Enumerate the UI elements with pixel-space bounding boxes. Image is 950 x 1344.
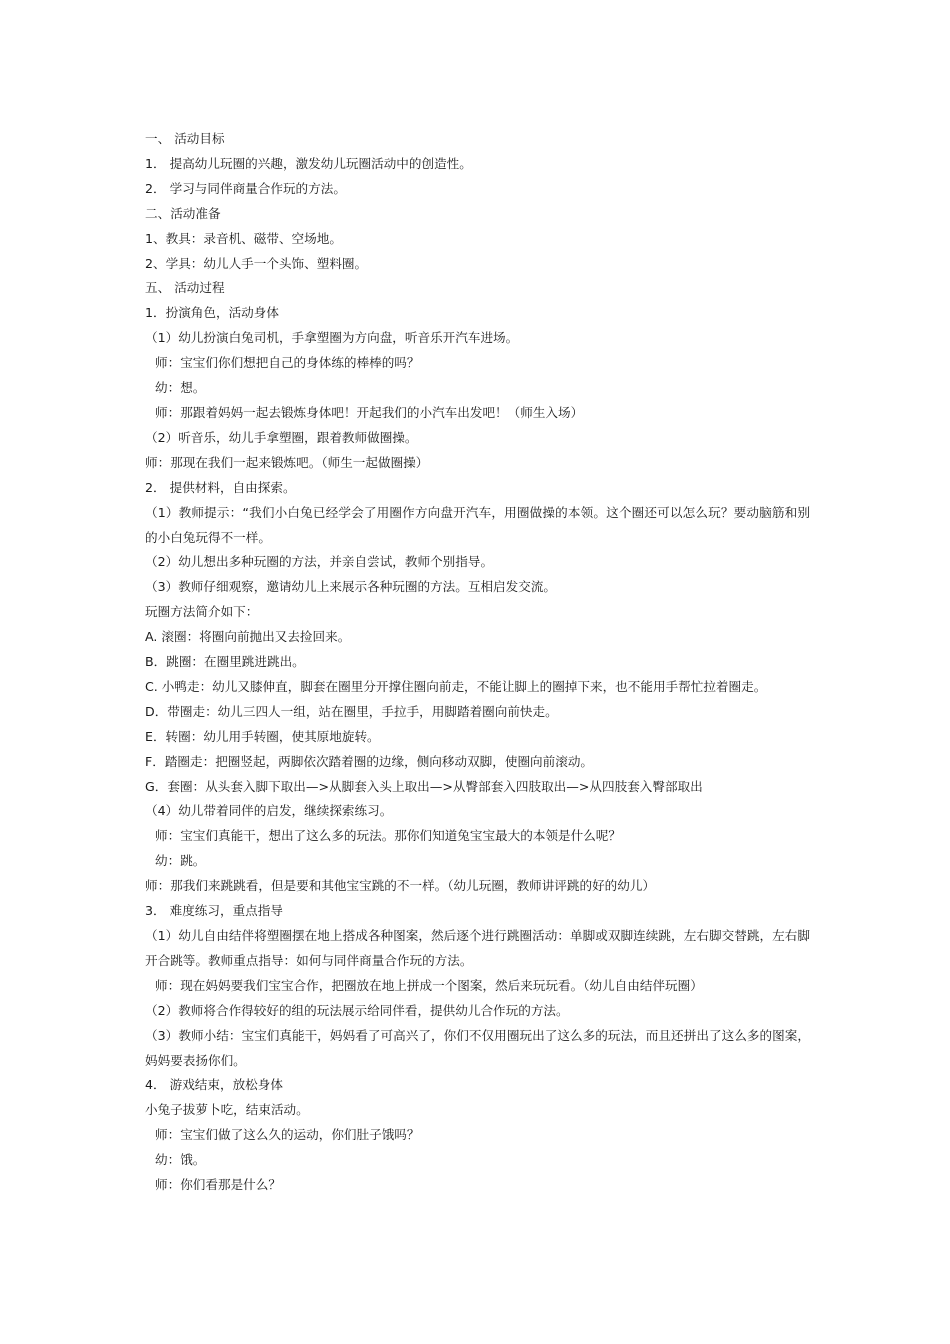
- paragraph-line: （1）教师提示：“我们小白兔已经学会了用圈作方向盘开汽车，用圈做操的本领。这个圈还可以怎么玩？要动脑筋和别的小白兔玩得不一样。: [145, 504, 810, 545]
- paragraph-line: 2、学具：幼儿人手一个头饰、塑料圈。: [145, 255, 368, 271]
- paragraph-line: 幼：跳。: [155, 853, 206, 869]
- paragraph-line: 一、 活动目标: [145, 131, 225, 146]
- paragraph-line: C. 小鸭走：幼儿又膝伸直，脚套在圈里分开撑住圈向前走，不能让脚上的圈掉下来，也不能用手帮忙拉着圈走。: [145, 678, 767, 694]
- paragraph-line: （1）幼儿自由结伴将塑圈摆在地上搭成各种图案，然后逐个进行跳圈活动：单脚或双脚连续跳，左右脚交替跳，左右脚开合跳等。教师重点指导：如何与同伴商量合作玩的方法。: [145, 928, 810, 968]
- paragraph-line: 师：宝宝们你们想把自己的身体练的棒棒的吗？: [155, 355, 420, 371]
- paragraph-line: 师：那跟着妈妈一起去锻炼身体吧！开起我们的小汽车出发吧！（师生入场）: [155, 404, 584, 420]
- paragraph-line: （1）幼儿扮演白兔司机，手拿塑圈为方向盘，听音乐开汽车进场。: [145, 330, 519, 346]
- paragraph-line: （3）教师仔细观察，邀请幼儿上来展示各种玩圈的方法。互相启发交流。: [145, 579, 557, 595]
- document-body: [145, 127, 810, 1198]
- paragraph-line: 师：宝宝们真能干，想出了这么多的玩法。那你们知道兔宝宝最大的本领是什么呢？: [155, 828, 621, 844]
- paragraph-line: B．跳圈：在圈里跳进跳出。: [145, 654, 305, 670]
- paragraph-line: （3）教师小结：宝宝们真能干，妈妈看了可高兴了，你们不仅用圈玩出了这么多的玩法，而且还拼出了这么多的图案，妈妈要表扬你们。: [145, 1027, 810, 1068]
- paragraph-line: E．转圈：幼儿用手转圈，使其原地旋转。: [145, 728, 380, 744]
- paragraph-line: 幼：饿。: [155, 1152, 206, 1168]
- paragraph-line: 2． 提供材料，自由探索。: [145, 479, 296, 495]
- paragraph-line: （2）教师将合作得较好的组的玩法展示给同伴看，提供幼儿合作玩的方法。: [145, 1002, 569, 1018]
- paragraph-line: A. 滚圈：将圈向前抛出又去捡回来。: [145, 629, 351, 645]
- paragraph-line: （2）听音乐，幼儿手拿塑圈，跟着教师做圈操。: [145, 429, 418, 445]
- paragraph-line: F．踏圈走：把圈竖起，两脚依次踏着圈的边缘，侧向移动双脚，使圈向前滚动。: [145, 753, 594, 769]
- paragraph-line: 4． 游戏结束，放松身体: [145, 1077, 283, 1093]
- paragraph-line: 玩圈方法简介如下：: [145, 604, 259, 620]
- paragraph-line: 1． 提高幼儿玩圈的兴趣，激发幼儿玩圈活动中的创造性。: [145, 155, 472, 171]
- paragraph-line: 1、教具：录音机、磁带、空场地。: [145, 230, 342, 246]
- paragraph-line: 1．扮演角色，活动身体: [145, 305, 279, 321]
- paragraph-line: 师：宝宝们做了这么久的运动，你们肚子饿吗？: [155, 1127, 420, 1143]
- paragraph-line: （2）幼儿想出多种玩圈的方法，并亲自尝试，教师个别指导。: [145, 554, 494, 570]
- paragraph-line: 师：你们看那是什么？: [155, 1177, 281, 1193]
- paragraph-line: 小兔子拔萝卜吃，结束活动。: [145, 1102, 309, 1118]
- paragraph-line: 师：现在妈妈要我们宝宝合作，把圈放在地上拼成一个图案，然后来玩玩看。（幼儿自由结伴玩圈）: [155, 977, 703, 993]
- paragraph-line: 五、 活动过程: [145, 280, 225, 296]
- paragraph-line: （4）幼儿带着同伴的启发，继续探索练习。: [145, 803, 393, 819]
- paragraph-line: G．套圈：从头套入脚下取出—>从脚套入头上取出—>从臀部套入四肢取出—>从四肢套入臀部取出: [145, 778, 703, 794]
- paragraph-line: D．带圈走：幼儿三四人一组，站在圈里，手拉手，用脚踏着圈向前快走。: [145, 703, 558, 719]
- paragraph-line: 幼：想。: [155, 380, 206, 396]
- paragraph-line: 2． 学习与同伴商量合作玩的方法。: [145, 180, 346, 196]
- paragraph-line: 师：那我们来跳跳看，但是要和其他宝宝跳的不一样。（幼儿玩圈，教师讲评跳的好的幼儿）: [145, 878, 656, 894]
- paragraph-line: 3． 难度练习，重点指导: [145, 903, 283, 919]
- paragraph-line: 师：那现在我们一起来锻炼吧。（师生一起做圈操）: [145, 454, 429, 470]
- paragraph-line: 二、活动准备: [145, 205, 221, 221]
